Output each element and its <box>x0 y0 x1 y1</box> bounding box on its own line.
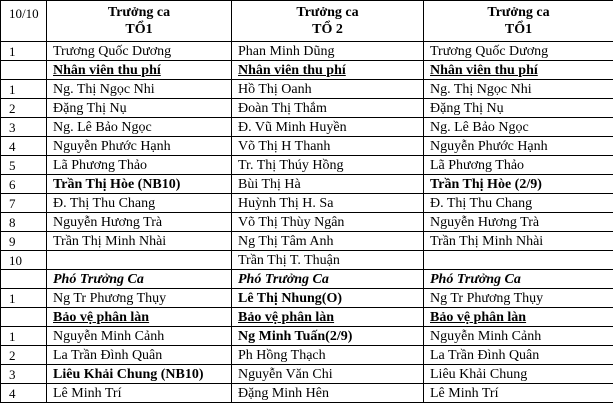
row-number: 9 <box>1 232 47 251</box>
table-row <box>1 289 613 308</box>
team-1-cell: La Trần Đình Quân <box>47 346 232 365</box>
team-header-2-name: TỔ 2 <box>312 22 343 37</box>
team-1-cell: Trần Thị Hòe (NB10) <box>47 175 232 194</box>
row-number: 10 <box>1 251 47 270</box>
team-2-cell: Nguyễn Văn Chi <box>232 365 424 384</box>
team-3-cell: Lê Minh Trí <box>424 384 613 403</box>
table-row <box>1 118 613 137</box>
team-1-cell: Ng. Thị Ngọc Nhi <box>47 80 232 99</box>
team-header-2-title: Trưởng ca <box>296 5 359 20</box>
team-3-cell: Trần Thị Hòe (2/9) <box>424 175 613 194</box>
team-3-cell: Ng. Thị Ngọc Nhi <box>424 80 613 99</box>
team-3-cell: Bảo vệ phân làn <box>424 308 613 327</box>
team-3-cell: Phó Trưởng Ca <box>424 270 613 289</box>
team-3-cell: Trương Quốc Dương <box>424 42 613 61</box>
table-row <box>1 42 613 61</box>
team-2-cell: Đ. Vũ Minh Huyền <box>232 118 424 137</box>
schedule-body <box>1 1 613 403</box>
team-3-cell: Đ. Thị Thu Chang <box>424 194 613 213</box>
row-number <box>1 270 47 289</box>
table-row <box>1 194 613 213</box>
team-header-3-title: Trưởng ca <box>487 5 550 20</box>
team-header-3-name: TỔ1 <box>504 22 533 37</box>
team-2-cell: Bảo vệ phân làn <box>232 308 424 327</box>
row-number: 3 <box>1 118 47 137</box>
team-1-cell: Lã Phương Thảo <box>47 156 232 175</box>
team-2-cell: Lê Thị Nhung(O) <box>232 289 424 308</box>
team-1-cell: Đ. Thị Thu Chang <box>47 194 232 213</box>
team-3-cell: Ng. Lê Bảo Ngọc <box>424 118 613 137</box>
team-1-cell: Phó Trưởng Ca <box>47 270 232 289</box>
team-header-1 <box>47 1 232 42</box>
team-2-cell: Hồ Thị Oanh <box>232 80 424 99</box>
team-2-cell: Đoàn Thị Thắm <box>232 99 424 118</box>
team-1-cell: Lê Minh Trí <box>47 384 232 403</box>
team-2-cell: Bùi Thị Hà <box>232 175 424 194</box>
table-row <box>1 232 613 251</box>
row-number: 1 <box>1 80 47 99</box>
team-2-cell: Ng Thị Tâm Anh <box>232 232 424 251</box>
team-2-cell: Ng Minh Tuấn(2/9) <box>232 327 424 346</box>
team-2-cell: Võ Thị Thùy Ngân <box>232 213 424 232</box>
header-row <box>1 1 613 42</box>
team-1-cell: Ng. Lê Bảo Ngọc <box>47 118 232 137</box>
team-3-cell <box>424 251 613 270</box>
row-number: 3 <box>1 365 47 384</box>
team-3-cell: Nguyễn Hương Trà <box>424 213 613 232</box>
team-1-cell: Nguyễn Phước Hạnh <box>47 137 232 156</box>
team-2-cell: Phó Trưởng Ca <box>232 270 424 289</box>
team-3-cell: Nguyễn Minh Cảnh <box>424 327 613 346</box>
table-row <box>1 80 613 99</box>
table-row <box>1 213 613 232</box>
table-row <box>1 384 613 403</box>
team-3-cell: Đặng Thị Nụ <box>424 99 613 118</box>
team-2-cell: Phan Minh Dũng <box>232 42 424 61</box>
row-number: 7 <box>1 194 47 213</box>
team-1-cell: Đặng Thị Nụ <box>47 99 232 118</box>
team-2-cell: Trần Thị T. Thuận <box>232 251 424 270</box>
row-number: 2 <box>1 346 47 365</box>
table-row <box>1 99 613 118</box>
row-number <box>1 61 47 80</box>
team-3-cell: Trần Thị Minh Nhài <box>424 232 613 251</box>
team-1-cell: Trần Thị Minh Nhài <box>47 232 232 251</box>
team-1-cell <box>47 251 232 270</box>
table-row <box>1 365 613 384</box>
row-number: 2 <box>1 99 47 118</box>
team-1-cell: Nhân viên thu phí <box>47 61 232 80</box>
team-3-cell: Lã Phương Thảo <box>424 156 613 175</box>
table-row <box>1 61 613 80</box>
team-header-3 <box>424 1 613 42</box>
team-2-cell: Nhân viên thu phí <box>232 61 424 80</box>
team-header-2 <box>232 1 424 42</box>
team-1-cell: Liêu Khải Chung (NB10) <box>47 365 232 384</box>
team-1-cell: Nguyễn Minh Cảnh <box>47 327 232 346</box>
row-number: 4 <box>1 384 47 403</box>
row-number: 1 <box>1 289 47 308</box>
table-row <box>1 175 613 194</box>
team-3-cell: Nguyễn Phước Hạnh <box>424 137 613 156</box>
table-row <box>1 270 613 289</box>
team-2-cell: Võ Thị H Thanh <box>232 137 424 156</box>
table-row <box>1 251 613 270</box>
team-2-cell: Tr. Thị Thúy Hồng <box>232 156 424 175</box>
row-number: 6 <box>1 175 47 194</box>
team-2-cell: Đặng Minh Hên <box>232 384 424 403</box>
row-number: 5 <box>1 156 47 175</box>
row-number: 1 <box>1 42 47 61</box>
row-number: 4 <box>1 137 47 156</box>
row-number <box>1 308 47 327</box>
team-1-cell: Nguyễn Hương Trà <box>47 213 232 232</box>
table-row <box>1 156 613 175</box>
team-2-cell: Huỳnh Thị H. Sa <box>232 194 424 213</box>
team-header-1-title: Trưởng ca <box>107 5 171 20</box>
team-header-1-name: TỔ1 <box>125 22 153 37</box>
team-2-cell: Ph Hồng Thạch <box>232 346 424 365</box>
date-cell: 10/10 <box>1 1 47 42</box>
table-row <box>1 137 613 156</box>
table-row <box>1 327 613 346</box>
row-number: 1 <box>1 327 47 346</box>
team-3-cell: Nhân viên thu phí <box>424 61 613 80</box>
team-1-cell: Ng Tr Phương Thụy <box>47 289 232 308</box>
team-3-cell: Liêu Khải Chung <box>424 365 613 384</box>
team-3-cell: Ng Tr Phương Thụy <box>424 289 613 308</box>
team-3-cell: La Trần Đình Quân <box>424 346 613 365</box>
team-1-cell: Bảo vệ phân làn <box>47 308 232 327</box>
team-1-cell: Trương Quốc Dương <box>47 42 232 61</box>
table-row <box>1 308 613 327</box>
table-row <box>1 346 613 365</box>
row-number: 8 <box>1 213 47 232</box>
